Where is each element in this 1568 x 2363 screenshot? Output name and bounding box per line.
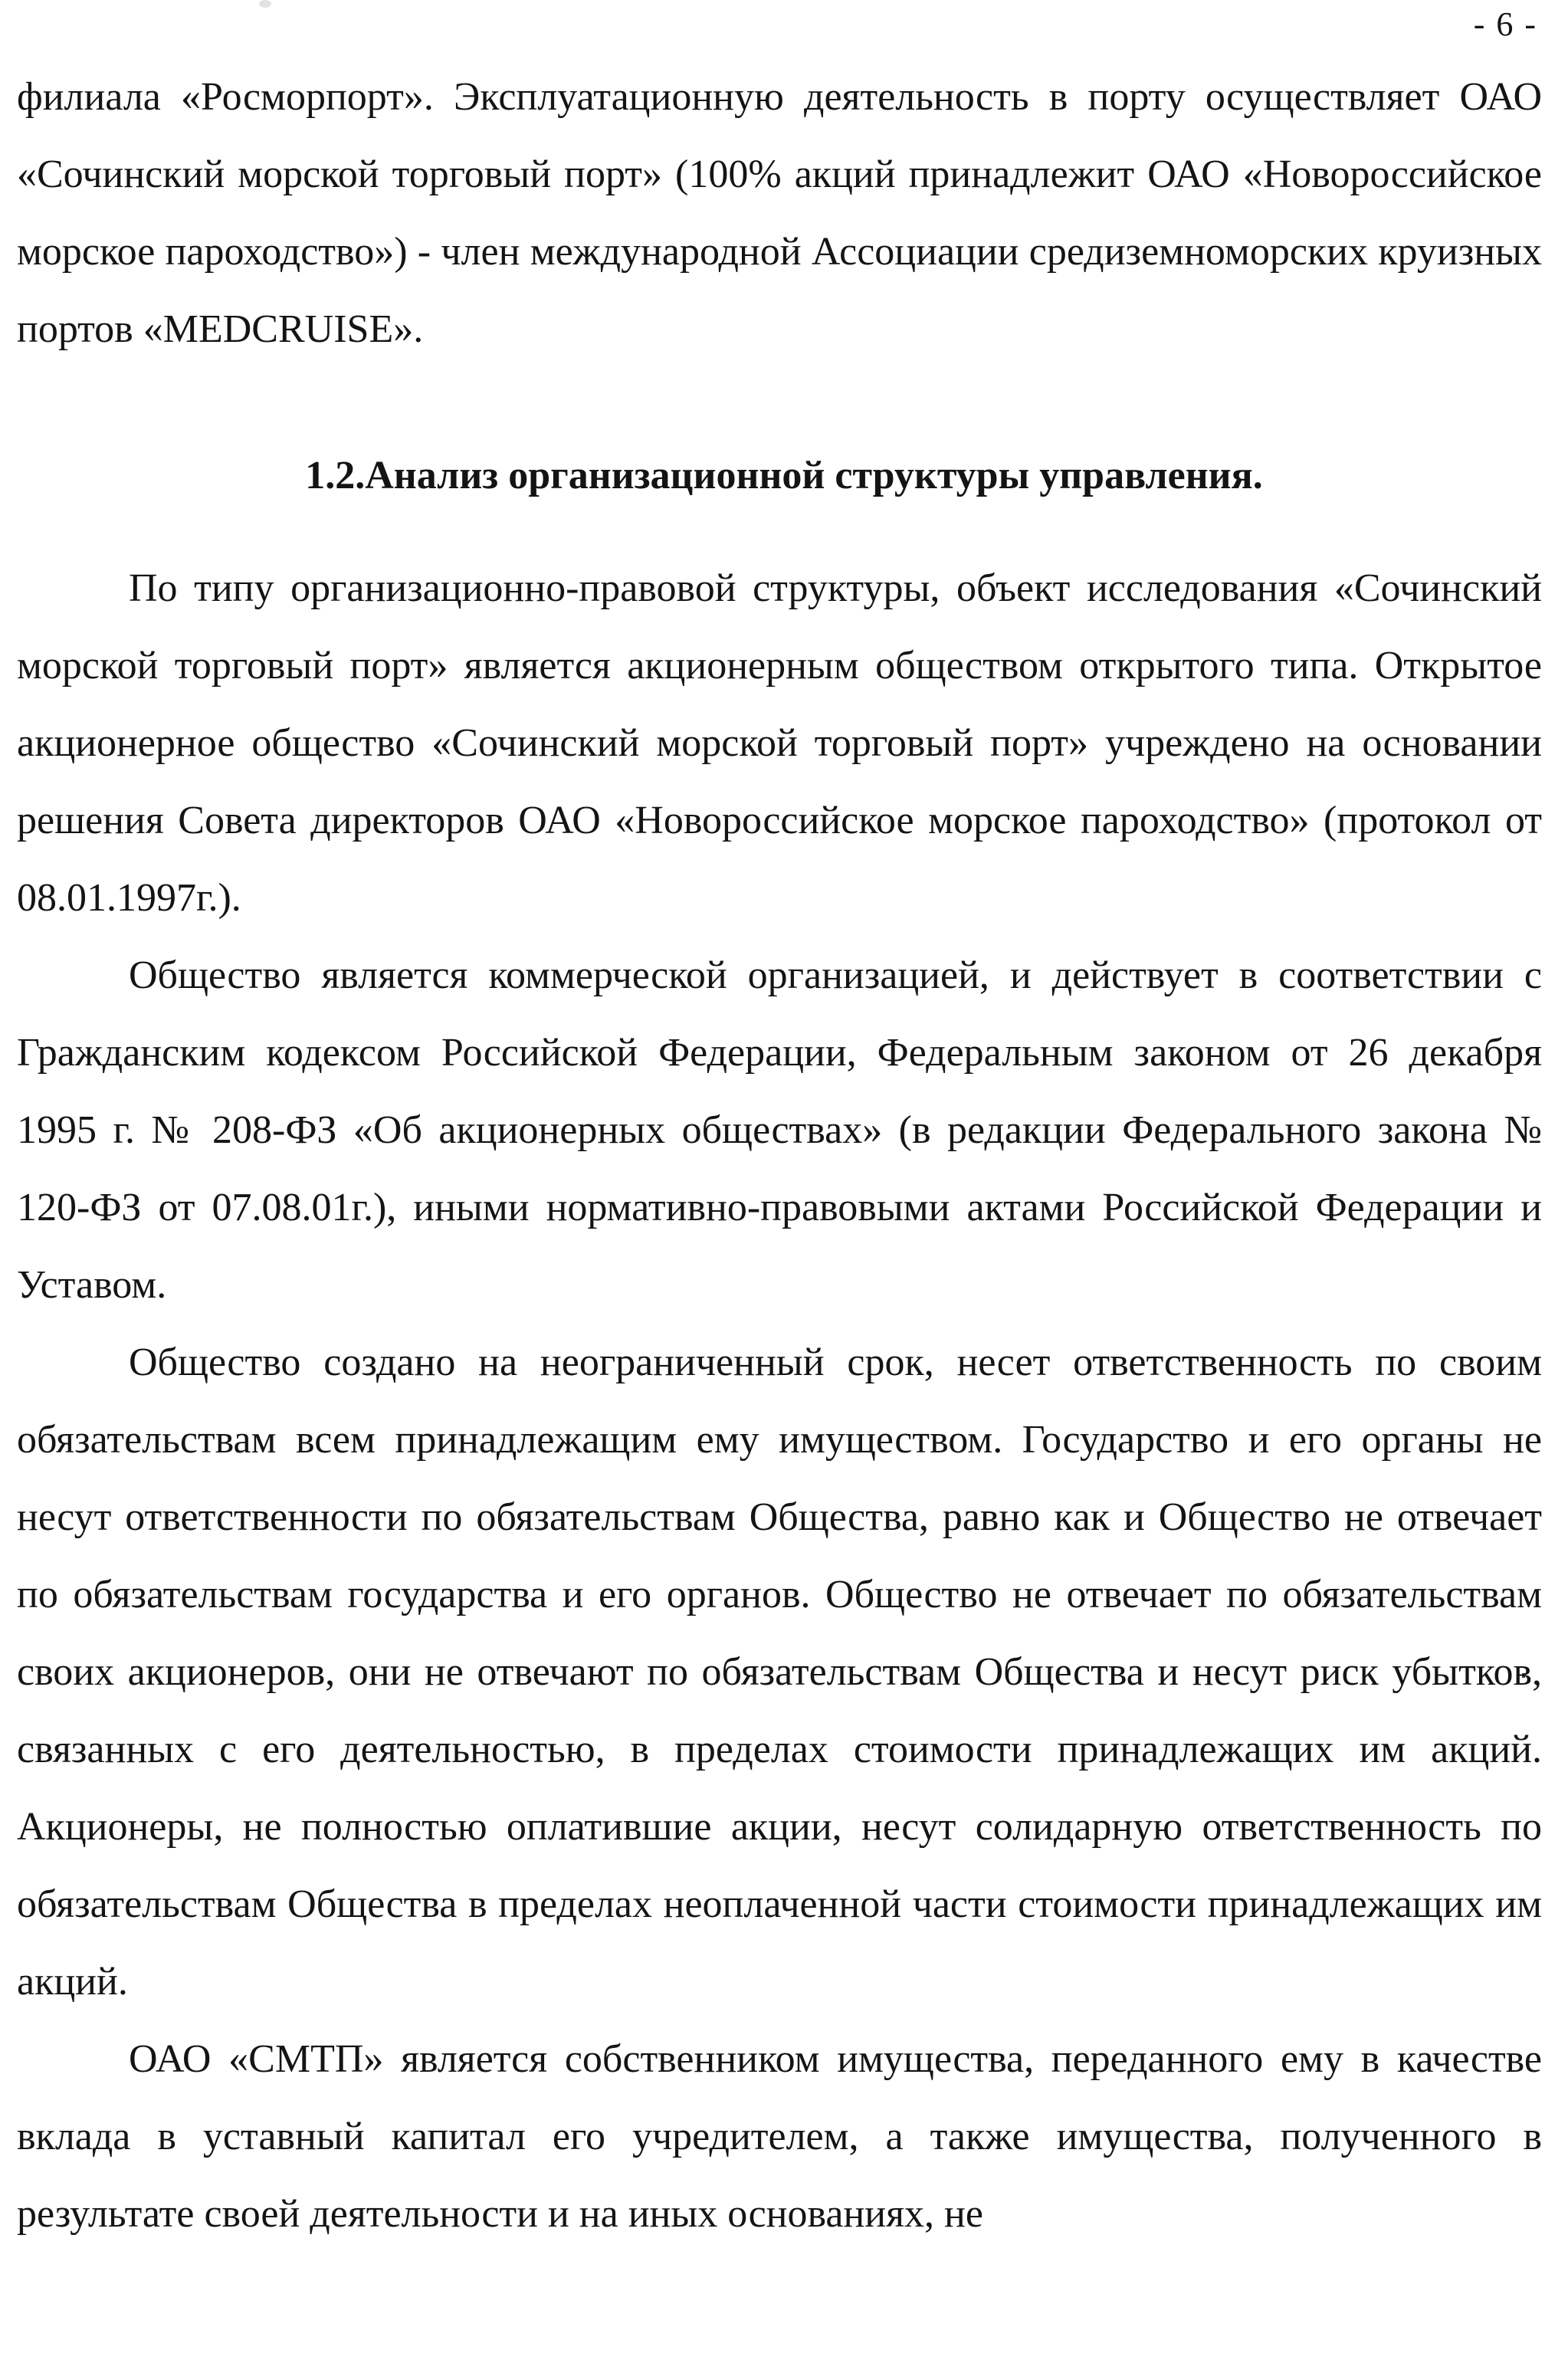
paragraph-commercial-organization: Общество является коммерческой организацией, и действует в соответствии с Гражданским кодексом Российской Федерации, Федеральным законом от 26 декабря 1995 г. № 208-ФЗ «Об акционерных обществах» (в редакции Федерального закона № 120-ФЗ от 07.08.01г.), иными нормативно-правовыми актами Российской Федерации и Уставом. (17, 953, 1542, 1307)
page-number: - 6 - (1473, 5, 1537, 43)
document-body (17, 58, 1542, 2253)
paragraph-legal-form: По типу организационно-правовой структуры, объект исследования «Сочинский морской торговый порт» является акционерным обществом открытого типа. Открытое акционерное общество «Сочинский морской торговый порт» учреждено на основании решения Совета директоров ОАО «Новороссийское морское пароходство» (протокол от 08.01.1997г.). (17, 566, 1542, 920)
intro-paragraph: филиала «Росморпорт». Эксплуатационную деятельность в порту осуществляет ОАО «Сочинский морской торговый порт» (100% акций принадлежит ОАО «Новороссийское морское пароходство») - член международной Ассоциации средиземноморских круизных портов «MEDCRUISE». (17, 75, 1542, 351)
paragraph-liability: Общество создано на неограниченный срок, несет ответственность по своим обязательствам всем принадлежащим ему имуществом. Государство и его органы не несут ответственности по обязательствам Общества, равно как и Общество не отвечает по обязательствам государства и его органов. Общество не отвечает по обязательствам своих акционеров, они не отвечают по обязательствам Общества и несут риск убытков, связанных с его деятельностью, в пределах стоимости принадлежащих им акций. Акционеры, не полностью оплатившие акции, несут солидарную ответственность по обязательствам Общества в пределах неоплаченной части стоимости принадлежащих им акций. (17, 1341, 1542, 2004)
section-heading: 1.2.Анализ организационной структуры управления. (305, 454, 1263, 497)
paragraph-property: ОАО «СМТП» является собственником имущества, переданного ему в качестве вклада в уставный капитал его учредителем, а также имущества, полученного в результате своей деятельности и на иных основаниях, не (17, 2037, 1542, 2236)
scan-speck (259, 0, 271, 8)
